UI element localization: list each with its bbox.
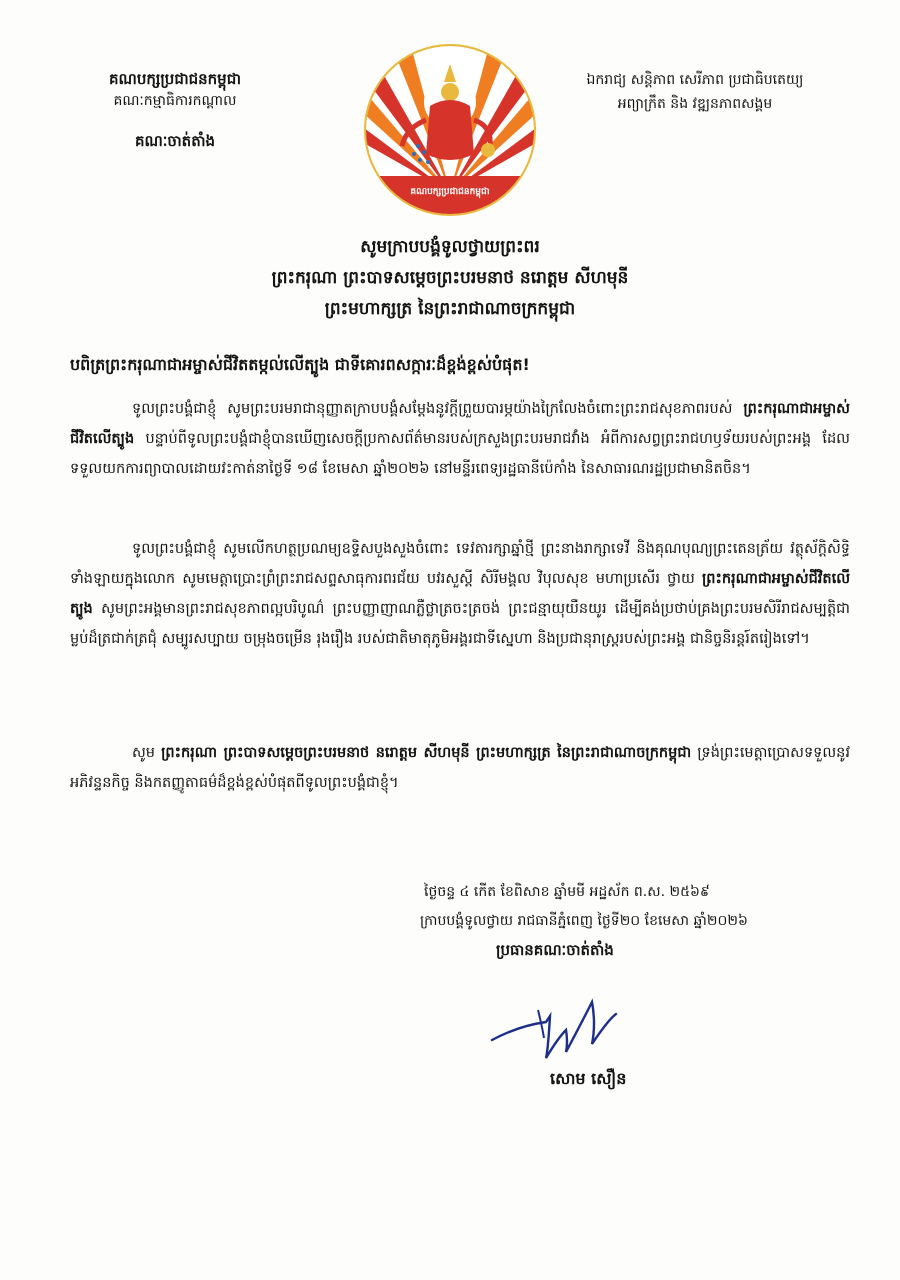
signer-name: សោម សឿន (550, 1069, 627, 1088)
paragraph-3: សូម ព្រះករុណា ព្រះបាទសម្ដេចព្រះបរមនាថ នរោត្តម សីហមុនី ព្រះមហាក្សត្រ នៃព្រះរាជាណាចក្រកម្ពុជា ទ្រង់ព្រះមេត្តាប្រោសទទួលនូវអភិវន្ទនកិច្ច និងកតញ្ញូតាធម៌ដ៏ខ្ពង់ខ្ពស់បំផុតពីទូលព្រះបង្គំជាខ្ញុំ។ (70, 745, 850, 791)
standing-committee: គណៈចាត់តាំង (134, 132, 216, 150)
header-left (60, 68, 290, 152)
paragraph-2: ទូលព្រះបង្គំជាខ្ញុំ សូមលើកហត្ថប្រណម្យឧទ្ទិសបួងសួងចំពោះ ទេវតារក្សាឆ្នាំថ្មី ព្រះនាងរាក្សាទេវី និងគុណបុណ្យព្រះតេនត្រ័យ វត្ថុស័ក្តិសិទ្ធិទាំងឡាយក្នុងលោក សូមមេត្តាប្រោះព្រំព្រះរាជសព្ទសាធុការពរជ័យ បវរសួស្តី សិរីមង្គល វិបុលសុខ មហាប្រសើរ ថ្វាយ ព្រះករុណាជាអម្ចាស់ជីវិតលើត្បូង សូមព្រះអង្គមានព្រះរាជសុខភាពល្អបរិបូណ៌ ព្រះបញ្ញាញាណភ្លឺថ្លាត្រចះត្រចង់ ព្រះជន្មាយុយឺនយូរ ដើម្បីគង់ប្រថាប់គ្រងព្រះបរមសិរីរាជសម្បត្តិជាម្លប់ដ៏ត្រជាក់ត្រជុំ សម្បូរសប្បាយ ចម្រុងចម្រើន រុងរឿង របស់ជាតិមាតុភូមិអង្គរជាទីស្នេហា និងប្រជានុរាស្ត្ររបស់ព្រះអង្គ ជានិច្ចនិរន្តរ៍តរៀងទៅ។ (70, 541, 850, 647)
addressee-block (100, 232, 800, 325)
solar-date: ក្រាបបង្គំទូលថ្វាយ រាជធានីភ្នំពេញ ថ្ងៃទី២០ ខែមេសា ឆ្នាំ២០២៦ (420, 913, 748, 929)
addressee-line1: សូមក្រាបបង្គំទូលថ្វាយព្រះពរ (360, 237, 540, 257)
committee-name: គណៈកម្មាធិការកណ្ដាល (113, 93, 237, 109)
addressee-line3: ព្រះមហាក្សត្រ នៃព្រះរាជាណាចក្រកម្ពុជា (324, 299, 576, 319)
logo-caption: គណបក្សប្រជាជនកម្ពុជា (410, 187, 490, 197)
party-name: គណបក្សប្រជាជនកម្ពុជា (109, 70, 241, 88)
paragraph-1: ទូលព្រះបង្គំជាខ្ញុំ សូមព្រះបរមរាជានុញ្ញាតក្រាបបង្គំសម្ដែងនូវក្ដីព្រួយបារម្ភយ៉ាងក្រៃលែងចំពោះព្រះរាជសុខភាពរបស់ ព្រះករុណាជាអម្ចាស់ជីវិតលើត្បូង បន្ទាប់ពីទូលព្រះបង្គំជាខ្ញុំបានឃើញសេចក្ដីប្រកាសព័ត៌មានរបស់ក្រសួងព្រះបរមរាជវាំង អំពីការសព្វព្រះរាជហឫទ័យរបស់ព្រះអង្គ ដែលទទួលយកការព្យាបាលដោយវះកាត់នាថ្ងៃទី ១៨ ខែមេសា ឆ្នាំ២០២៦ នៅមន្ទីរពេទ្យរដ្ឋធានីប៉េកាំង នៃសាធារណរដ្ឋប្រជាមានិតចិន។ (70, 401, 850, 477)
national-motto-line1: ឯករាជ្យ សន្តិភាព សេរីភាព ប្រជាធិបតេយ្យ (586, 72, 804, 88)
lunar-date: ថ្ងៃចន្ទ ៤ កើត ខែពិសាខ ឆ្នាំមមី អដ្ឋស័ក ព.ស. ២៥៦៩ (424, 884, 710, 900)
date-block (420, 878, 860, 965)
signer-title: ប្រធានគណៈចាត់តាំង (496, 941, 614, 959)
addressee-line2: ព្រះករុណា ព្រះបាទសម្ដេចព្រះបរមនាថ នរោត្តម សីហមុនី (271, 268, 629, 288)
national-motto-line2: អព្យាក្រឹត និង វឌ្ឍនភាពសង្គម (617, 96, 773, 112)
party-logo (362, 42, 538, 218)
salutation: បពិត្រព្រះករុណាជាអម្ចាស់ជីវិតតម្កល់លើត្បូង ជាទីគោរពសក្ការៈដ៏ខ្ពង់ខ្ពស់បំផុត! (70, 355, 530, 374)
header-right (540, 68, 850, 116)
